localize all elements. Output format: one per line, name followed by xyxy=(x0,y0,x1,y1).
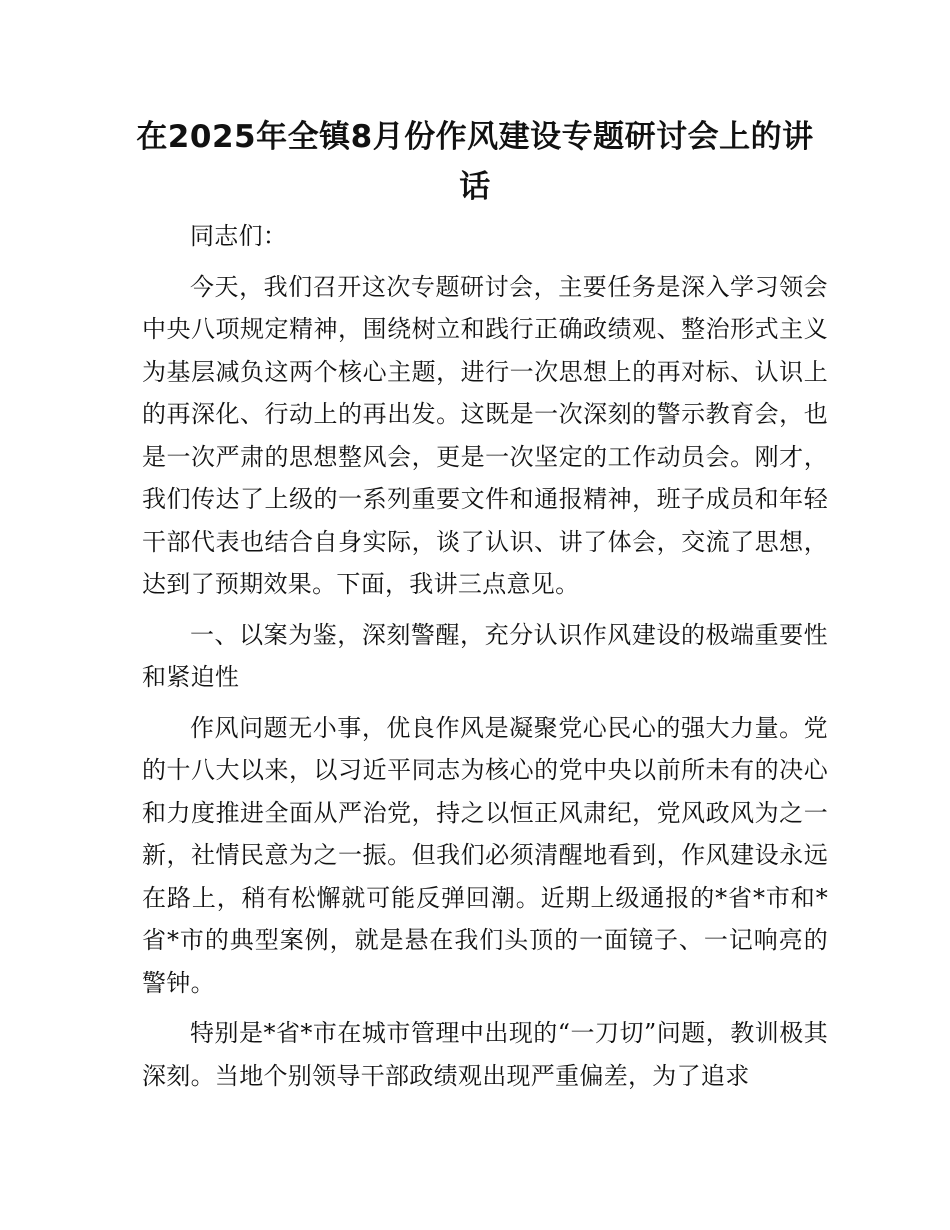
section-heading: 一、以案为鉴，深刻警醒，充分认识作风建设的极端重要性和紧迫性 xyxy=(142,620,828,691)
document-title: 在2025年全镇8月份作风建设专题研讨会上的讲话 xyxy=(136,119,814,205)
body-paragraph: 今天，我们召开这次专题研讨会，主要任务是深入学习领会中央八项规定精神，围绕树立和践行正确政绩观、整治形式主义为基层减负这两个核心主题，进行一次思想上的再对标、认识上的再深化、行动上的再出发。这既是一次深刻的警示教育会，也是一次严肃的思想整风会，更是一次坚定的工作动员会。刚才，我们传达了上级的一系列重要文件和通报精神，班子成员和年轻干部代表也结合自身实际，谈了认识、讲了体会，交流了思想，达到了预期效果。下面，我讲三点意见。 xyxy=(142,272,828,598)
body-paragraph: 特别是*省*市在城市管理中出现的“一刀切”问题，教训极其深刻。当地个别领导干部政绩观出现严重偏差，为了追求 xyxy=(142,1019,828,1090)
document-body xyxy=(142,215,828,1105)
salutation-paragraph: 同志们： xyxy=(190,222,288,250)
body-paragraph: 作风问题无小事，优良作风是凝聚党心民心的强大力量。党的十八大以来，以习近平同志为核心的党中央以前所未有的决心和力度推进全面从严治党，持之以恒正风肃纪，党风政风为之一新，社情民意为之一振。但我们必须清醒地看到，作风建设永远在路上，稍有松懈就可能反弹回潮。近期上级通报的*省*市和*省*市的典型案例，就是悬在我们头顶的一面镜子、一记响亮的警钟。 xyxy=(142,713,828,997)
